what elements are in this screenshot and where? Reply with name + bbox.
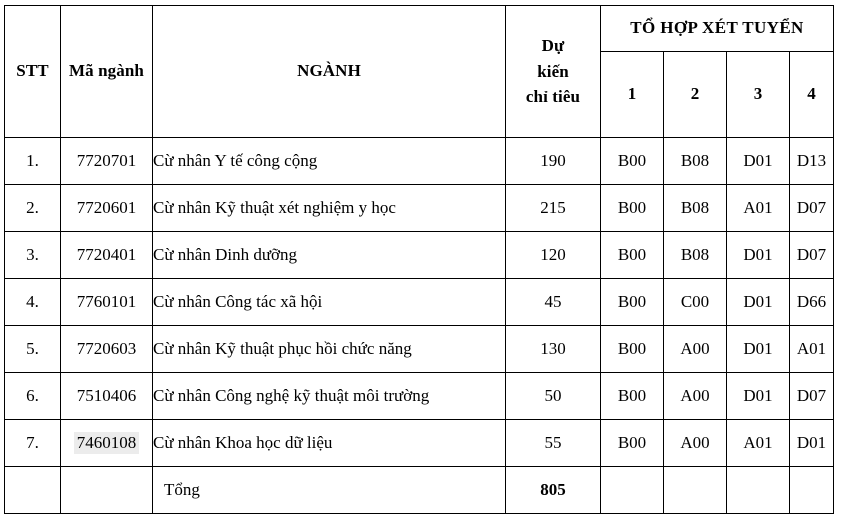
cell-combination-3: D01 bbox=[727, 138, 790, 185]
cell-combination-2: B08 bbox=[664, 232, 727, 279]
cell-combination-4: D07 bbox=[790, 185, 834, 232]
table-row bbox=[5, 138, 834, 185]
cell-combination-1: B00 bbox=[601, 279, 664, 326]
cell-combination-1: B00 bbox=[601, 373, 664, 420]
major-code-highlight: 7460108 bbox=[74, 432, 140, 455]
cell-major-code bbox=[61, 420, 153, 467]
cell-combination-2: B08 bbox=[664, 138, 727, 185]
column-header-combination-group: TỔ HỢP XÉT TUYỂN bbox=[601, 6, 834, 52]
cell-quota: 55 bbox=[506, 420, 601, 467]
column-header-quota bbox=[506, 6, 601, 138]
cell-combination-4 bbox=[790, 467, 834, 514]
column-header-quota-line1: Dự bbox=[541, 36, 565, 56]
table-row bbox=[5, 326, 834, 373]
cell-quota: 190 bbox=[506, 138, 601, 185]
cell-major-name: Cừ nhân Công nghệ kỹ thuật môi trường bbox=[153, 373, 506, 420]
cell-major-name: Cừ nhân Kỹ thuật xét nghiệm y học bbox=[153, 185, 506, 232]
cell-combination-2: B08 bbox=[664, 185, 727, 232]
cell-stt: 4. bbox=[5, 279, 61, 326]
cell-stt: 3. bbox=[5, 232, 61, 279]
cell-combination-2: C00 bbox=[664, 279, 727, 326]
cell-combination-3: A01 bbox=[727, 420, 790, 467]
cell-combination-4: D07 bbox=[790, 232, 834, 279]
cell-combination-4: D01 bbox=[790, 420, 834, 467]
table-header bbox=[5, 6, 834, 138]
cell-major-name: Cừ nhân Dinh dưỡng bbox=[153, 232, 506, 279]
cell-combination-3: D01 bbox=[727, 232, 790, 279]
cell-quota: 120 bbox=[506, 232, 601, 279]
column-header-quota-line2: kiến bbox=[537, 61, 569, 81]
cell-major-code: 7760101 bbox=[61, 279, 153, 326]
cell-major-name: Cừ nhân Khoa học dữ liệu bbox=[153, 420, 506, 467]
cell-stt: 2. bbox=[5, 185, 61, 232]
cell-combination-4: A01 bbox=[790, 326, 834, 373]
cell-combination-1: B00 bbox=[601, 420, 664, 467]
column-header-major-code-line1: Mã bbox=[69, 61, 94, 81]
table-row-total bbox=[5, 467, 834, 514]
cell-quota: 215 bbox=[506, 185, 601, 232]
cell-combination-2 bbox=[664, 467, 727, 514]
column-header-combination-3: 3 bbox=[727, 52, 790, 138]
column-header-major-code bbox=[61, 6, 153, 138]
cell-combination-2: A00 bbox=[664, 420, 727, 467]
cell-major-name: Cừ nhân Y tế công cộng bbox=[153, 138, 506, 185]
cell-major-name: Cừ nhân Kỹ thuật phục hồi chức năng bbox=[153, 326, 506, 373]
cell-combination-3: D01 bbox=[727, 326, 790, 373]
cell-combination-1: B00 bbox=[601, 138, 664, 185]
cell-total-label: Tổng bbox=[153, 467, 506, 514]
cell-combination-2: A00 bbox=[664, 326, 727, 373]
table-body bbox=[5, 138, 834, 514]
cell-stt: 6. bbox=[5, 373, 61, 420]
cell-combination-4: D66 bbox=[790, 279, 834, 326]
cell-major-code bbox=[61, 467, 153, 514]
column-header-major-name: NGÀNH bbox=[153, 6, 506, 138]
cell-stt bbox=[5, 467, 61, 514]
cell-total-quota: 805 bbox=[506, 467, 601, 514]
cell-stt: 7. bbox=[5, 420, 61, 467]
cell-combination-1 bbox=[601, 467, 664, 514]
cell-stt: 1. bbox=[5, 138, 61, 185]
cell-major-code: 7720603 bbox=[61, 326, 153, 373]
table-row bbox=[5, 279, 834, 326]
cell-quota: 45 bbox=[506, 279, 601, 326]
header-row-top bbox=[5, 6, 834, 52]
cell-major-code: 7720701 bbox=[61, 138, 153, 185]
cell-quota: 130 bbox=[506, 326, 601, 373]
column-header-combination-1: 1 bbox=[601, 52, 664, 138]
table-row bbox=[5, 373, 834, 420]
cell-combination-1: B00 bbox=[601, 232, 664, 279]
cell-combination-3: D01 bbox=[727, 373, 790, 420]
cell-combination-3 bbox=[727, 467, 790, 514]
column-header-major-code-line2: ngành bbox=[98, 61, 144, 81]
table-row bbox=[5, 185, 834, 232]
cell-stt: 5. bbox=[5, 326, 61, 373]
cell-major-name: Cừ nhân Công tác xã hội bbox=[153, 279, 506, 326]
admission-quota-table bbox=[4, 5, 834, 514]
cell-combination-4: D07 bbox=[790, 373, 834, 420]
cell-combination-3: A01 bbox=[727, 185, 790, 232]
cell-combination-4: D13 bbox=[790, 138, 834, 185]
cell-quota: 50 bbox=[506, 373, 601, 420]
cell-major-code: 7720601 bbox=[61, 185, 153, 232]
cell-combination-1: B00 bbox=[601, 326, 664, 373]
cell-combination-3: D01 bbox=[727, 279, 790, 326]
cell-combination-2: A00 bbox=[664, 373, 727, 420]
cell-major-code: 7510406 bbox=[61, 373, 153, 420]
table-row bbox=[5, 420, 834, 467]
column-header-combination-4: 4 bbox=[790, 52, 834, 138]
column-header-combination-2: 2 bbox=[664, 52, 727, 138]
cell-combination-1: B00 bbox=[601, 185, 664, 232]
column-header-stt: STT bbox=[5, 6, 61, 138]
cell-major-code: 7720401 bbox=[61, 232, 153, 279]
table-row bbox=[5, 232, 834, 279]
column-header-quota-line3: chỉ tiêu bbox=[525, 87, 581, 107]
